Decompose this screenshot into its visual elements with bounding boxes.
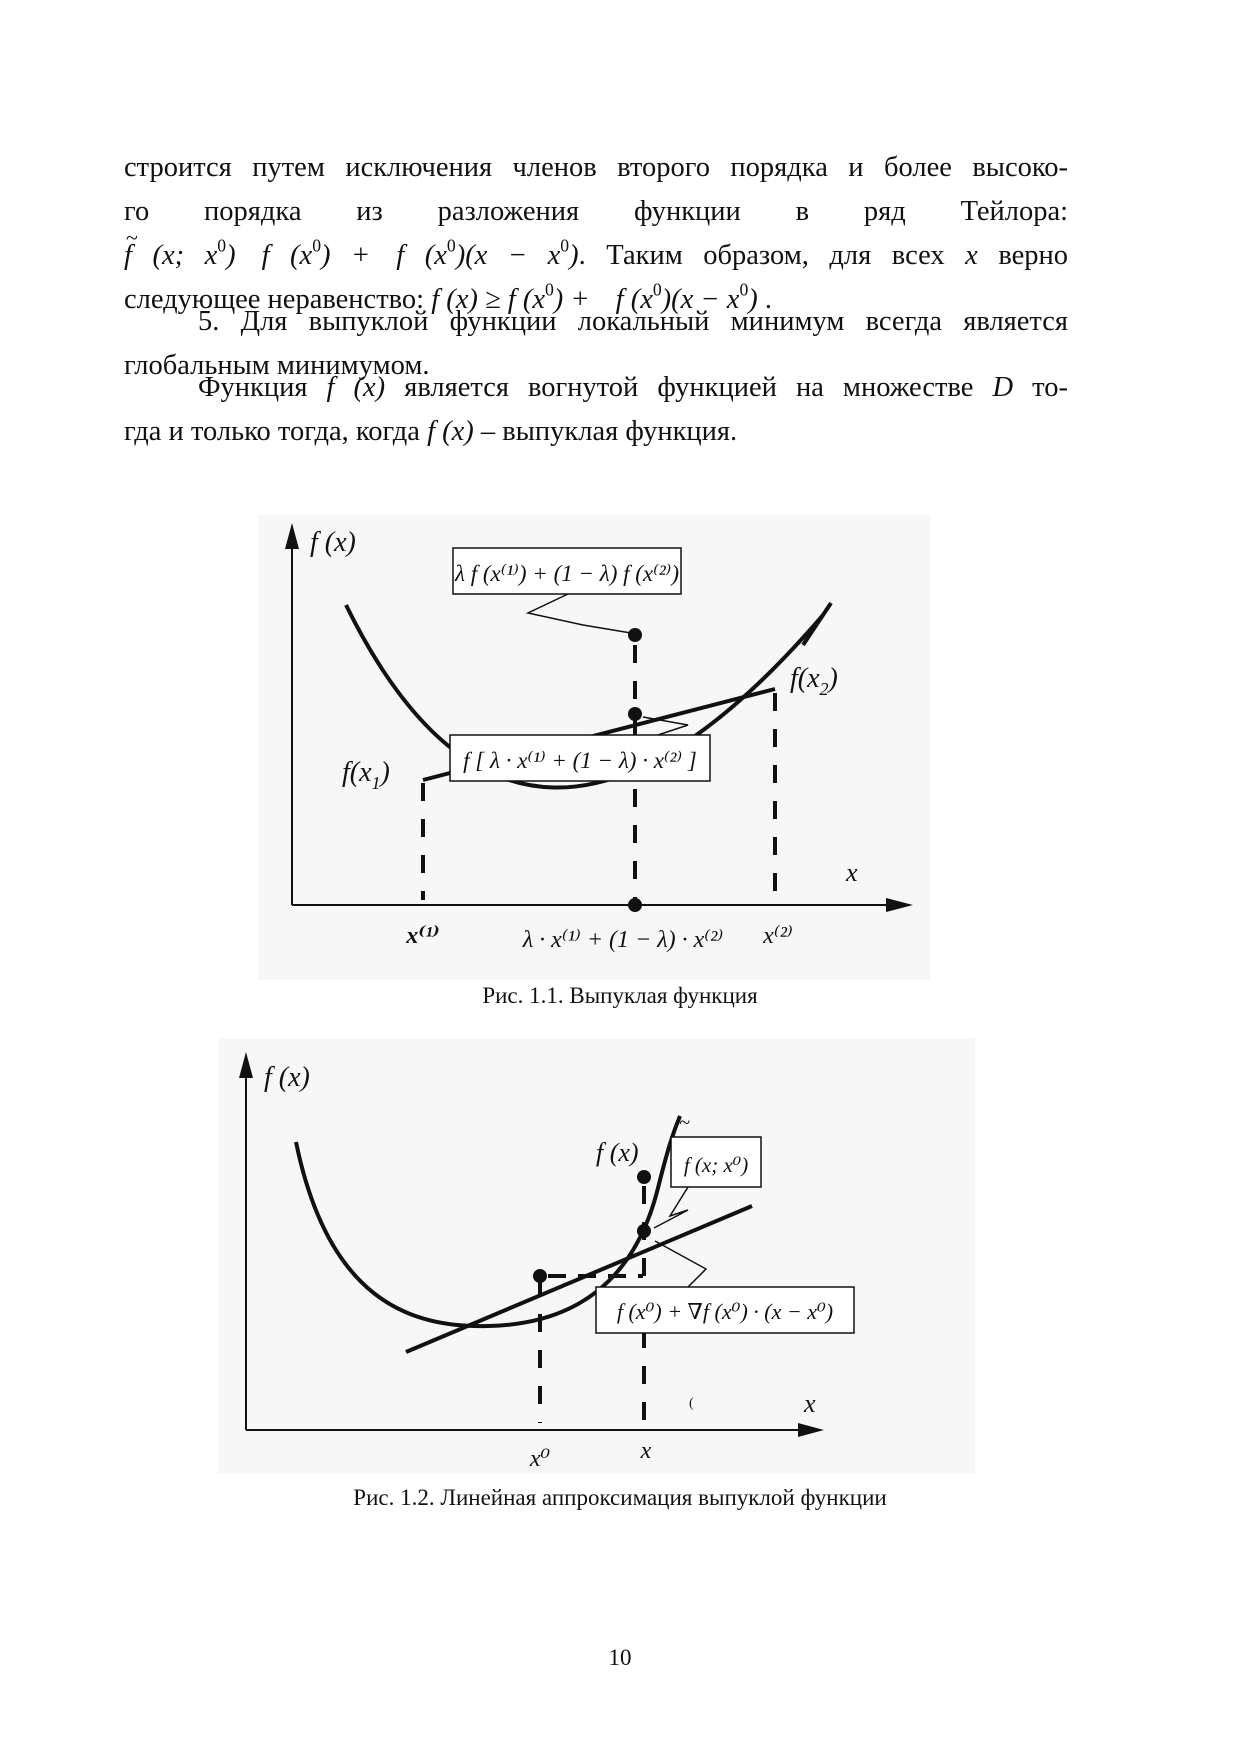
paragraph-taylor <box>124 146 1068 322</box>
page-number: 10 <box>608 1645 632 1670</box>
formula-line-inequality: следующее неравенство: f (x) ≥ f $(x^0) + f$ $(x^0)(x - x^0)$ . <box>124 279 773 315</box>
figure-convex-function <box>258 515 930 980</box>
curve-label: f (x) <box>596 1138 639 1167</box>
text-line: Функция f (x) является вогнутой функцией на множестве D то- <box>198 372 1068 403</box>
formula-line-taylor: ~ f (x; $x^0$) f $(x^0) + f$ $(x^0)(x - x^0)$. Таким образом, для всех x верно <box>124 234 1068 278</box>
scan-mark: ( <box>689 1396 694 1411</box>
figure-linear-approximation <box>218 1038 975 1473</box>
tick-label-x: x <box>640 1438 652 1464</box>
text-line: строится путем исключения членов второго порядка и более высоко- <box>124 152 1068 183</box>
x-axis-label: x <box>804 1389 816 1418</box>
tick-label-x1: x⁽¹⁾ <box>406 923 440 949</box>
text-line: гда и только тогда, когда f (x) – выпуклая функция. <box>124 416 738 447</box>
axis-point <box>628 898 642 912</box>
y-axis-label: f (x) <box>264 1062 310 1093</box>
approx-formula: f (x; x⁰) <box>683 1153 749 1177</box>
chord-point <box>628 628 642 642</box>
curve-point <box>628 707 642 721</box>
paragraph-concave <box>124 366 1068 454</box>
tangent-formula: f (x⁰) + ∇f (x⁰) · (x − x⁰) <box>616 1299 834 1324</box>
tangent-point <box>533 1269 547 1283</box>
chord-value-formula: λ f (x⁽¹⁾) + (1 − λ) f (x⁽²⁾) <box>454 561 680 586</box>
tick-label-x2: x⁽²⁾ <box>763 923 793 949</box>
figure-background <box>218 1038 975 1473</box>
curve-value-formula: f [ λ · x⁽¹⁾ + (1 − λ) · x⁽²⁾ ] <box>463 748 697 773</box>
text-line: глобальным минимумом. <box>124 350 430 381</box>
text-line: 5. Для выпуклой функции локальный минимум всегда является <box>198 306 1068 337</box>
tangent-value-point <box>637 1224 651 1238</box>
x-axis-label: x <box>846 858 858 887</box>
tick-label-x0: x⁰ <box>529 1446 551 1472</box>
figure-1-caption: Рис. 1.1. Выпуклая функция <box>482 983 758 1008</box>
tilde-mark: ~ <box>679 1112 690 1134</box>
tick-label-mid: λ · x⁽¹⁾ + (1 − λ) · x⁽²⁾ <box>522 927 724 953</box>
formula-approx: ~ f (x; $x^0$) <box>124 240 236 271</box>
curve-point <box>637 1170 651 1184</box>
y-axis-label: f (x) <box>310 527 356 558</box>
text-line: го порядка из разложения функции в ряд Тейлора: <box>124 196 1069 227</box>
label-f-x1: $f(x_1)$ <box>342 757 390 793</box>
label-f-x2: $f(x_2)$ <box>790 663 838 699</box>
figure-2-caption: Рис. 1.2. Линейная аппроксимация выпуклой функции <box>353 1485 887 1510</box>
